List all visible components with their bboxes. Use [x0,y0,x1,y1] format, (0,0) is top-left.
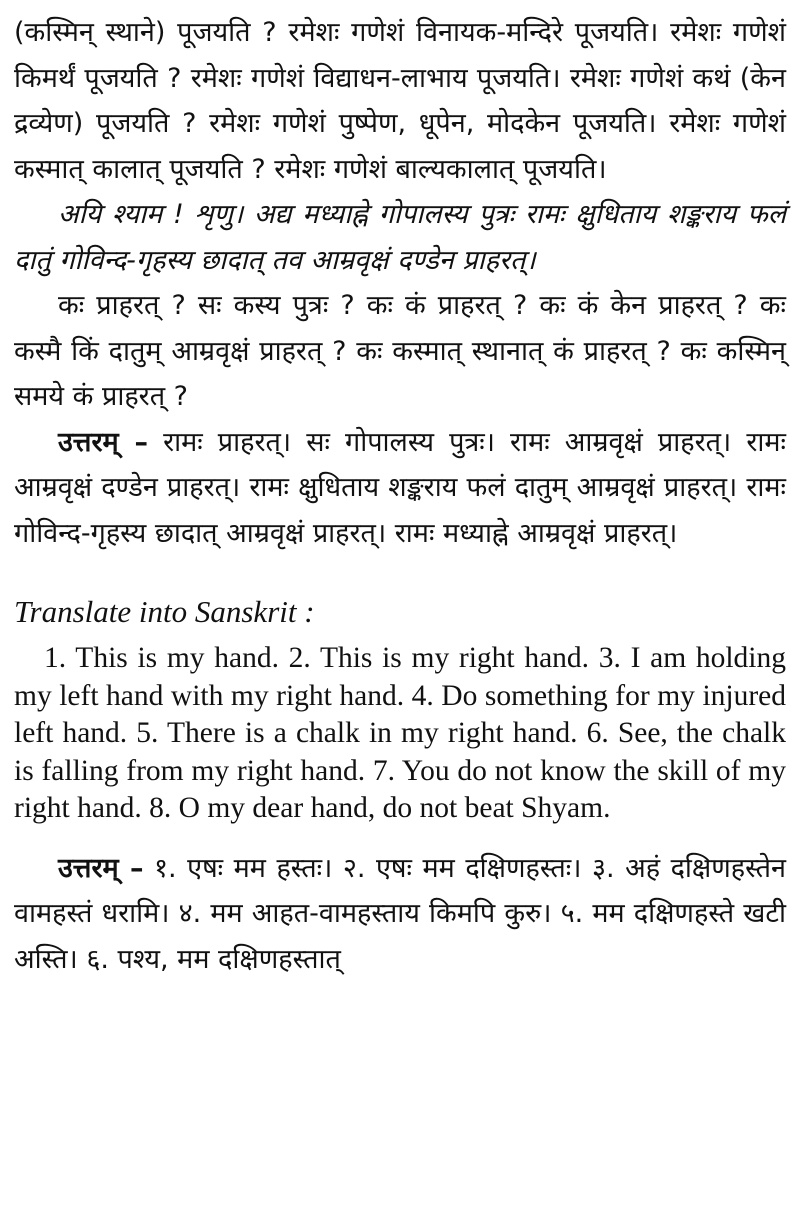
section-heading: Translate into Sanskrit : [14,594,315,629]
paragraph-questions-answers-ramesh: (कस्मिन् स्थाने) पूजयति ? रमेशः गणेशं विनायक-मन्दिरे पूजयति। रमेशः गणेशं किमर्थं पूजयति ? रमेशः गणेशं विद्याधन-लाभाय पूजयति। रमेशः गणेशं कथं (केन द्रव्येण) पूजयति ? रमेशः गणेशं पुष्पेण, धूपेन, मोदकेन पूजयति। रमेशः गणेशं कस्मात् कालात् पूजयति ? रमेशः गणेशं बाल्यकालात् पूजयति। [14,17,786,185]
answer-text: १. एषः मम हस्तः। २. एषः मम दक्षिणहस्तः। ३. अहं दक्षिणहस्तेन वामहस्तं धरामि। ४. मम आहत-वामहस्ताय किमपि कुरु। ५. मम दक्षिणहस्ते खटी अस्ति। ६. पश्य, मम दक्षिणहस्तात् [14,852,786,975]
answer-text: रामः प्राहरत्। सः गोपालस्य पुत्रः। रामः आम्रवृक्षं प्राहरत्। रामः आम्रवृक्षं दण्डेन प्राहरत्। रामः क्षुधिताय शङ्कराय फलं दातुम् आम्रवृक्षं प्राहरत्। रामः गोविन्द-गृहस्य छादात् आम्रवृक्षं प्राहरत्। रामः मध्याह्ने आम्रवृक्षं प्राहरत्। [14,426,786,549]
answer-label: उत्तरम् – [58,852,144,884]
paragraph-questions: कः प्राहरत् ? सः कस्य पुत्रः ? कः कं प्राहरत् ? कः कं केन प्राहरत् ? कः कस्मै किं दातुम् आम्रवृक्षं प्राहरत् ? कः कस्मात् स्थानात् कं प्राहरत् ? कः कस्मिन् समये कं प्राहरत् ? [14,290,786,412]
paragraph-english-exercise: 1. This is my hand. 2. This is my right hand. 3. I am holding my left hand with my right hand. 4. Do something for my injured left hand. 5. There is a chalk in my right hand. 6. See, the chalk is falling from my right hand. 7. You do not know the skill of my right hand. 8. O my dear hand, do not beat Shyam. [14,642,786,824]
answer-label: उत्तरम् – [58,426,149,458]
paragraph-answer-2 [14,846,786,983]
paragraph-answer-1 [14,420,786,557]
paragraph-story-italic: अयि श्याम ! शृणु। अद्य मध्याह्ने गोपालस्य पुत्रः रामः क्षुधिताय शङ्कराय फलं दातुं गोविन्द-गृहस्य छादात् तव आम्रवृक्षं दण्डेन प्राहरत्। [14,199,786,276]
